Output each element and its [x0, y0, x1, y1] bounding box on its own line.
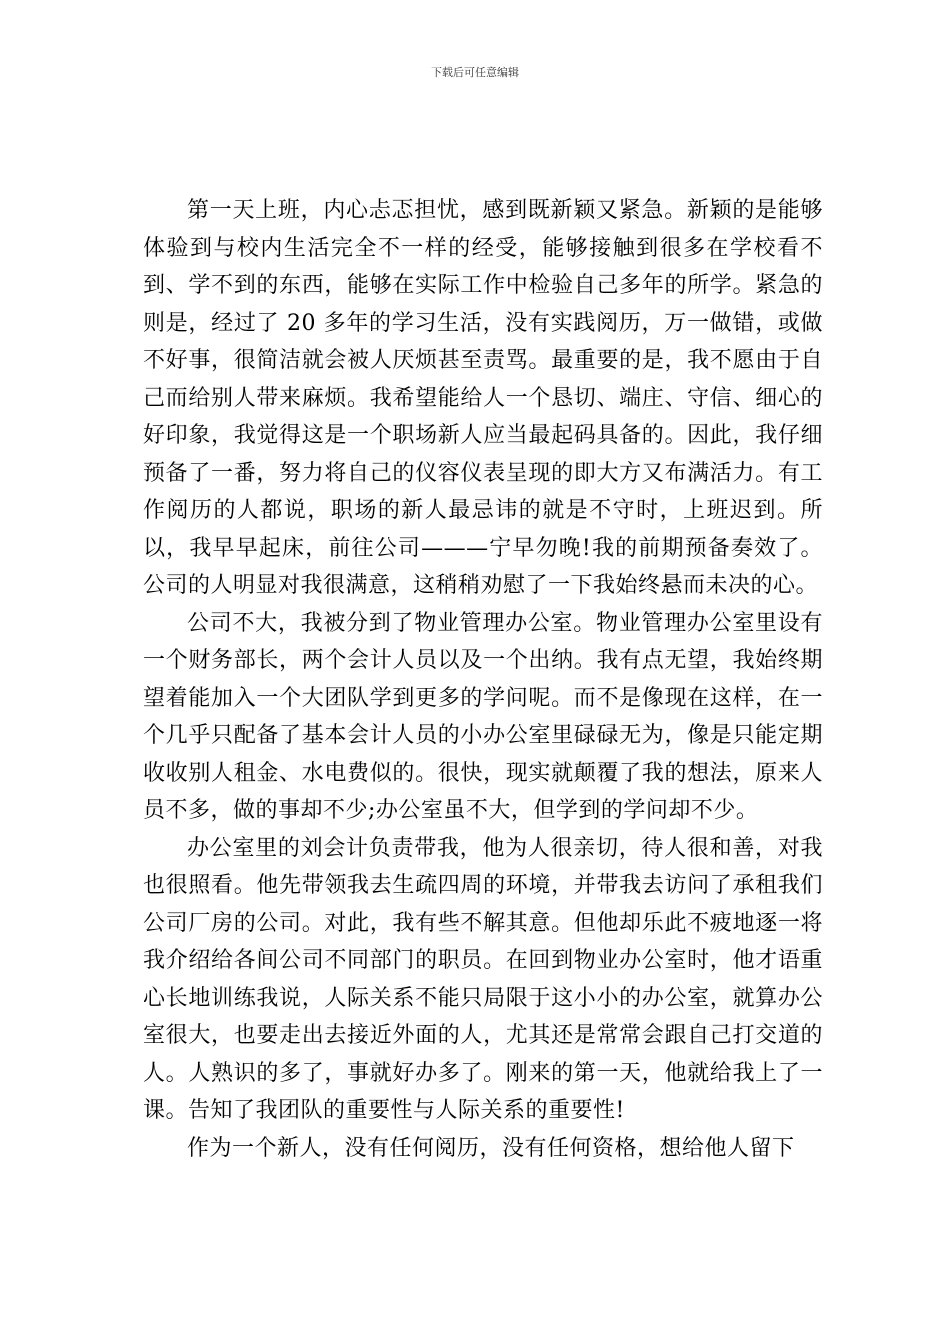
paragraph-2: 公司不大，我被分到了物业管理办公室。物业管理办公室里设有一个财务部长，两个会计人员以及一个出纳。我有点无望，我始终期望着能加入一个大团队学到更多的学问呢。而不是像现在这样，在一个几乎只配备了基本会计人员的小办公室里碌碌无为，像是只能定期收收别人租金、水电费似的。很快，现实就颠覆了我的想法，原来人员不多，做的事却不少;办公室虽不大，但学到的学问却不少。	[143, 610, 823, 823]
document-body	[143, 192, 823, 1167]
page-header: 下载后可任意编辑	[431, 66, 519, 79]
paragraph-4: 作为一个新人，没有任何阅历，没有任何资格，想给他人留下	[187, 1135, 795, 1161]
paragraph-3: 办公室里的刘会计负责带我，他为人很亲切，待人很和善，对我也很照看。他先带领我去生疏四周的环境，并带我去访问了承租我们公司厂房的公司。对此，我有些不解其意。但他却乐此不疲地逐一将我介绍给各间公司不同部门的职员。在回到物业办公室时，他才语重心长地训练我说，人际关系不能只局限于这小小的办公室，就算办公室很大，也要走出去接近外面的人，尤其还是常常会跟自己打交道的人。人熟识的多了，事就好办多了。刚来的第一天，他就给我上了一课。告知了我团队的重要性与人际关系的重要性!	[143, 835, 823, 1123]
paragraph-1: 第一天上班，内心忐忑担忧，感到既新颖又紧急。新颖的是能够体验到与校内生活完全不一样的经受，能够接触到很多在学校看不到、学不到的东西，能够在实际工作中检验自己多年的所学。紧急的则是，经过了 20 多年的学习生活，没有实践阅历，万一做错，或做不好事，很简洁就会被人厌烦甚至责骂。最重要的是，我不愿由于自己而给别人带来麻烦。我希望能给人一个恳切、端庄、守信、细心的好印象，我觉得这是一个职场新人应当最起码具备的。因此，我仔细预备了一番，努力将自己的仪容仪表呈现的即大方又布满活力。有工作阅历的人都说，职场的新人最忌讳的就是不守时，上班迟到。所以，我早早起床，前往公司———宁早勿晚!我的前期预备奏效了。公司的人明显对我很满意，这稍稍劝慰了一下我始终悬而未决的心。	[143, 198, 823, 598]
